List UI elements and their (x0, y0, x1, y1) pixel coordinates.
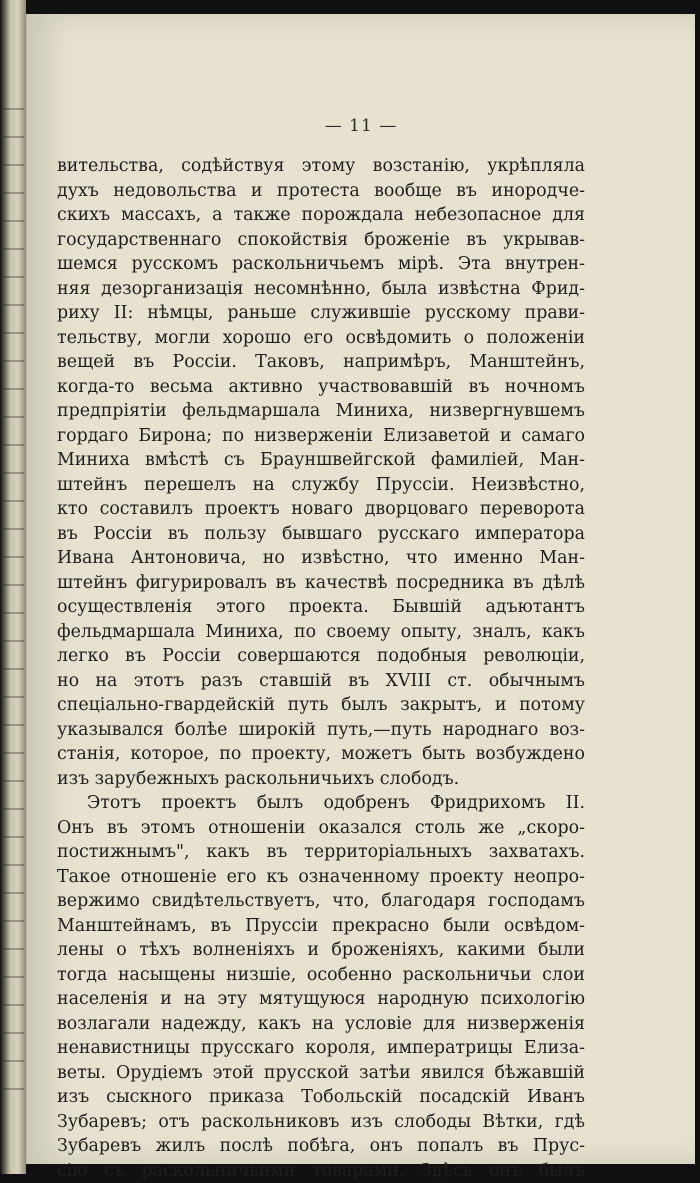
text-line: станія, которое, по проекту, можетъ быть возбуждено (57, 742, 585, 767)
text-line: веты. Орудіемъ этой прусской затѣи явился бѣжавшій (57, 1061, 585, 1086)
text-line: фельдмаршала Миниха, по своему опыту, зналъ, какъ (57, 620, 585, 645)
text-line: осуществленія этого проекта. Бывшій адъютантъ (57, 595, 585, 620)
text-line: скихъ массахъ, а также порождала небезопасное для (57, 203, 585, 228)
text-line: Миниха вмѣстѣ съ Брауншвейгской фамиліей, Ман- (57, 448, 585, 473)
text-line: Такое отношеніе его къ означенному проекту неопро- (57, 865, 585, 890)
text-line: населенія и на эту мятущуюся народную психологію (57, 987, 585, 1012)
text-line: Ивана Антоновича, но извѣстно, что именно Ман- (57, 546, 585, 571)
text-line: Зубаревъ жилъ послѣ побѣга, онъ попалъ въ Прус- (57, 1134, 585, 1159)
text-line: изъ сыскного приказа Тобольскій посадскій Иванъ (57, 1085, 585, 1110)
text-line: предпріятіи фельдмаршала Миниха, низвергнувшемъ (57, 399, 585, 424)
page-body-text (57, 154, 585, 1183)
text-line: штейнъ фигурировалъ въ качествѣ посредника въ дѣлѣ (57, 571, 585, 596)
text-line: ненавистницы прусскаго короля, императрицы Елиза- (57, 1036, 585, 1061)
text-line: Манштейнамъ, въ Пруссіи прекрасно были освѣдом- (57, 914, 585, 939)
text-line: штейнъ перешелъ на службу Пруссіи. Неизвѣстно, (57, 473, 585, 498)
text-line: Зубаревъ; отъ раскольниковъ изъ слободы Вѣтки, гдѣ (57, 1110, 585, 1135)
text-line: сію съ раскольничьими товарами. Здѣсь онъ былъ (57, 1159, 585, 1183)
text-line: государственнаго спокойствія броженіе въ укрывав- (57, 228, 585, 253)
book-page (26, 14, 695, 1164)
text-line: няя дезорганизація несомнѣнно, была извѣстна Фрид- (57, 277, 585, 302)
text-line: когда-то весьма активно участвовавшій въ ночномъ (57, 375, 585, 400)
text-line: тельству, могли хорошо его освѣдомить о положеніи (57, 326, 585, 351)
text-line: риху II: нѣмцы, раньше служившіе русскому прави- (57, 301, 585, 326)
text-line: духъ недовольства и протеста вообще въ инородче- (57, 179, 585, 204)
text-line: въ Россіи въ пользу бывшаго русскаго императора (57, 522, 585, 547)
text-line: изъ зарубежныхъ раскольничьихъ слободъ. (57, 767, 585, 792)
text-line: лены о тѣхъ волненіяхъ и броженіяхъ, какими были (57, 938, 585, 963)
text-line: вещей въ Россіи. Таковъ, напримѣръ, Манштейнъ, (57, 350, 585, 375)
text-line: гордаго Бирона; по низверженіи Елизаветой и самаго (57, 424, 585, 449)
text-line: вержимо свидѣтельствуетъ, что, благодаря господамъ (57, 889, 585, 914)
text-line: возлагали надежду, какъ на условіе для низверженія (57, 1012, 585, 1037)
text-line: легко въ Россіи совершаются подобныя революціи, (57, 644, 585, 669)
text-line: Онъ въ этомъ отношеніи оказался столь же „скоро- (57, 816, 585, 841)
text-line: шемся русскомъ раскольничьемъ мірѣ. Эта внутрен- (57, 252, 585, 277)
text-line: но на этотъ разъ ставшій въ XVIII ст. обычнымъ (57, 669, 585, 694)
text-line: постижнымъ", какъ въ территоріальныхъ захватахъ. (57, 840, 585, 865)
text-line: спеціально-гвардейскій путь былъ закрытъ, и потому (57, 693, 585, 718)
text-line: вительства, содѣйствуя этому возстанію, укрѣпляла (57, 154, 585, 179)
text-line: указывался болѣе широкій путь,—путь народнаго воз- (57, 718, 585, 743)
text-line: тогда насыщены низшіе, особенно раскольничьи слои (57, 963, 585, 988)
text-line: Этотъ проектъ былъ одобренъ Фридрихомъ II. (57, 791, 585, 816)
text-line: кто составилъ проектъ новаго дворцоваго переворота (57, 497, 585, 522)
page-number: — 11 — (27, 116, 695, 136)
previous-page-edge (0, 90, 24, 1090)
